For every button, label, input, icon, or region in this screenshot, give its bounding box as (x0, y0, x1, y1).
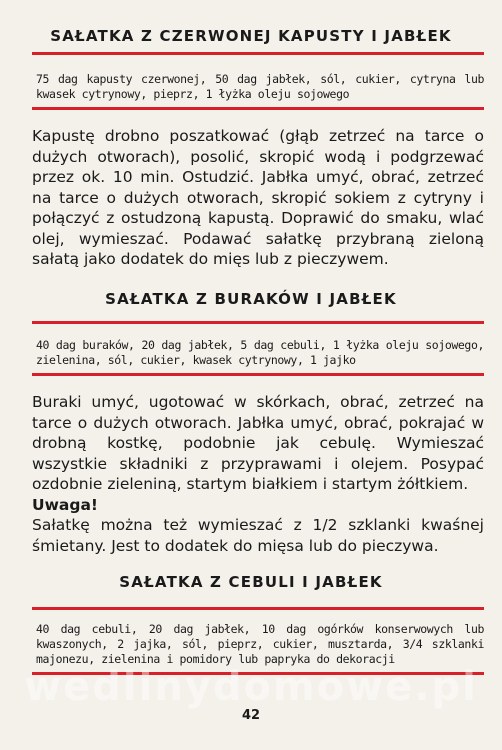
method-text: Kapustę drobno poszatkować (głąb zetrzeć na tarce o dużych otworach), posolić, skropić wodą i podgrzewać przez ok. 10 min. Ostudzić. Jabłka umyć, obrać, zetrzeć na tarce o dużych otworach, skropić sokiem z cytryny i połączyć z ostudzoną kapustą. Doprawić do smaku, wlać olej, wymieszać. Podawać sałatkę przybraną zieloną sałatą jako dodatek do mięs lub z pieczywem. (32, 127, 484, 268)
divider-rule (32, 52, 484, 55)
ingredients-beetroot: 40 dag buraków, 20 dag jabłek, 5 dag cebuli, 1 łyżka oleju sojowego, zielenina, sól, cukier, kwasek cytrynowy, 1 jajko (36, 338, 484, 367)
recipe-title-onion: SAŁATKA Z CEBULI I JABŁEK (119, 573, 383, 591)
ingredients-onion: 40 dag cebuli, 20 dag jabłek, 10 dag ogórków konserwowych lub kwaszonych, 2 jajka, sól, pieprz, cukier, musztarda, 3/4 szklanki majonezu, zielenina i pomidory lub papryka do dekoracji (36, 622, 484, 666)
method-red-cabbage (32, 126, 484, 270)
watermark: wedlinydomowe.pl (24, 664, 478, 710)
divider-rule (32, 607, 484, 610)
method-beetroot (32, 392, 484, 556)
method-text: Buraki umyć, ugotować w skórkach, obrać, zetrzeć na tarce o dużych otworach. Jabłka umyć, obrać, pokrajać w drobną kostkę, podobnie jak cebulę. Wymieszać wszystkie składniki z przyprawami i olejem. Posypać ozdobnie zieleniną, startym białkiem i startym żółtkiem. (32, 393, 484, 493)
note-text: Sałatkę można też wymieszać z 1/2 szklanki kwaśnej śmietany. Jest to dodatek do mięsa lub do pieczywa. (32, 516, 484, 555)
recipe-title-red-cabbage: SAŁATKA Z CZERWONEJ KAPUSTY I JABŁEK (50, 27, 452, 45)
divider-rule (32, 107, 484, 110)
recipe-title-beetroot: SAŁATKA Z BURAKÓW I JABŁEK (105, 290, 397, 308)
divider-rule (32, 373, 484, 376)
ingredients-red-cabbage: 75 dag kapusty czerwonej, 50 dag jabłek, sól, cukier, cytryna lub kwasek cytrynowy, pieprz, 1 łyżka oleju sojowego (36, 72, 484, 101)
note-label: Uwaga! (32, 495, 98, 514)
divider-rule (32, 321, 484, 324)
page-number: 42 (241, 708, 261, 723)
